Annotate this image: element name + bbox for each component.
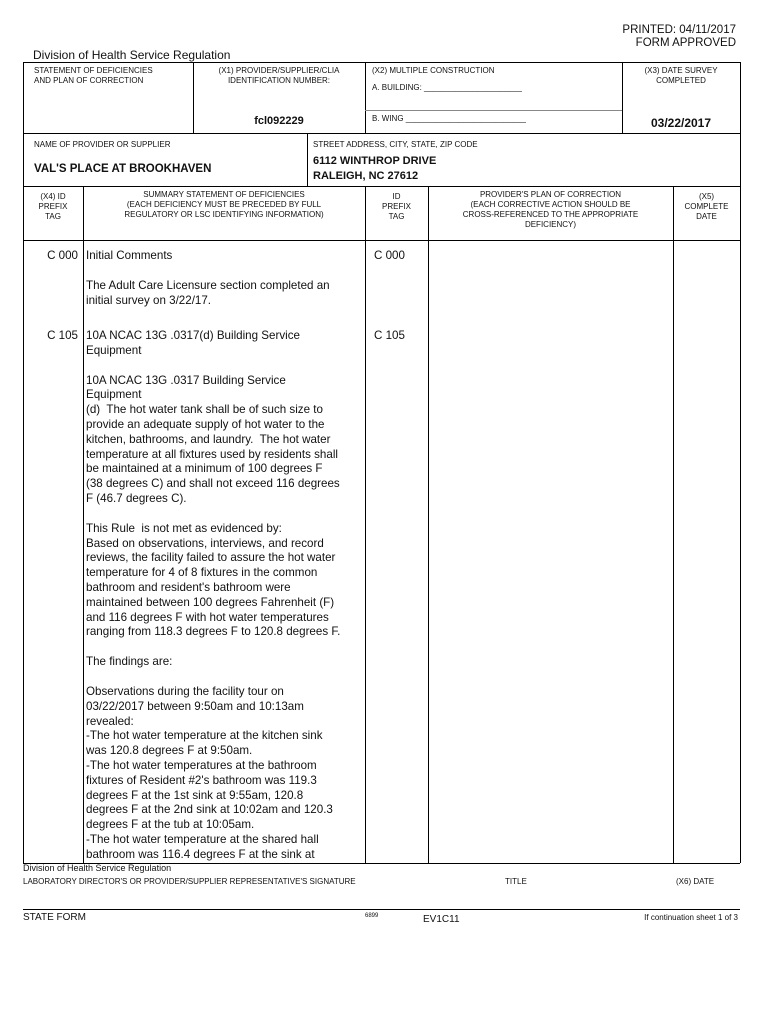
entry-paragraph: The Adult Care Licensure section completed an initial survey on 3/22/17. [86,278,330,307]
provider-name: VAL'S PLACE AT BROOKHAVEN [34,163,212,175]
x2-building: A. BUILDING: ______________________ [372,83,522,92]
provider-label: NAME OF PROVIDER OR SUPPLIER [34,140,171,149]
entry-paragraph: This Rule is not met as evidenced by: Based on observations, interviews, and record reviews, the facility failed to assure the hot water temperature for 4 of 8 fixtures in the common bathroom and resident's bathroom were maintained between 100 degrees Fahrenheit (F) and 116 degrees F with hot water temperatures ranging from 118.3 degrees F to 120.8 degrees F. [86,521,341,639]
x1-label: (X1) PROVIDER/SUPPLIER/CLIA IDENTIFICATION NUMBER: [218,66,340,85]
divider [83,186,84,863]
x3-value: 03/22/2017 [650,116,712,130]
entry-tag: C 105 [47,329,78,342]
division-header: Division of Health Service Regulation [33,48,231,62]
divider [23,240,740,241]
address-line1: 6112 WINTHROP DRIVE [313,155,437,167]
x1-value: fcl092229 [254,115,304,127]
footer-division: Division of Health Service Regulation [23,863,172,873]
address-line2: RALEIGH, NC 27612 [313,170,419,182]
x2-label: (X2) MULTIPLE CONSTRUCTION [372,66,495,75]
entry-tag: C 000 [47,249,78,262]
x5-header: (X5) COMPLETE DATE [684,192,729,221]
divider [365,62,366,133]
entry-id-tag: C 105 [374,329,405,342]
x6-date-label: (X6) DATE [676,877,715,886]
right-border [740,62,741,863]
entry-id-tag: C 000 [374,249,405,262]
state-form-label: STATE FORM [23,912,86,923]
id-header: ID PREFIX TAG [382,192,411,221]
x2-wing: B. WING ___________________________ [372,114,526,123]
divider [673,186,674,863]
divider [428,186,429,863]
left-border [23,62,24,863]
entry-paragraph: Initial Comments [86,249,173,262]
signature-label: LABORATORY DIRECTOR'S OR PROVIDER/SUPPLIER REPRESENTATIVE'S SIGNATURE [23,877,356,886]
divider [307,133,308,186]
entry-paragraph: 10A NCAC 13G .0317(d) Building Service Equipment [86,329,300,357]
summary-header: SUMMARY STATEMENT OF DEFICIENCIES (EACH DEFICIENCY MUST BE PRECEDED BY FULL REGULATORY OR LSC IDENTIFYING INFORMATION) [124,190,324,219]
form-approved: FORM APPROVED [635,37,736,49]
entry-paragraph: 10A NCAC 13G .0317 Building Service Equipment (d) The hot water tank shall be of such size to provide an adequate supply of hot water to the kitchen, bathrooms, and laundry. The hot water temperature at all fixtures used by residents shall be maintained at a minimum of 100 degrees F (38 degrees C) and shall not exceed 116 degrees F (46.7 degrees C). [86,373,340,505]
divider [365,110,622,111]
document-id: EV1C11 [423,914,460,925]
printed-date: PRINTED: 04/11/2017 [622,24,736,36]
plan-header: PROVIDER'S PLAN OF CORRECTION (EACH CORRECTIVE ACTION SHOULD BE CROSS-REFERENCED TO THE APPROPRIATE DEFICIENCY) [462,190,639,229]
entry-paragraph: Observations during the facility tour on 03/22/2017 between 9:50am and 10:13am revealed: -The hot water temperature at the kitchen sink was 120.8 degrees F at 9:50am. -The hot water temperatures at the bathroom fixtures of Resident #2's bathroom was 119.3 degrees F at the 1st sink at 9:55am, 120.8 degrees F at the 2nd sink at 10:02am and 120.3 degrees F at the tub at 10:05am. -The hot water temperature at the shared hall bathroom was 116.4 degrees F at the sink at [86,684,333,861]
divider [23,186,740,187]
entry-paragraph: The findings are: [86,655,173,669]
title-label: TITLE [505,877,527,886]
top-border [23,62,740,63]
form-code: 6899 [365,913,379,919]
entry-text [86,249,366,323]
entry-text [86,329,366,878]
divider [23,133,740,134]
divider [23,909,740,910]
continuation-note: If continuation sheet 1 of 3 [644,913,738,922]
x3-label: (X3) DATE SURVEY COMPLETED [644,66,718,85]
x4-header: (X4) ID PREFIX TAG [38,192,68,221]
statement-label: STATEMENT OF DEFICIENCIES AND PLAN OF CORRECTION [34,66,153,85]
address-label: STREET ADDRESS, CITY, STATE, ZIP CODE [313,140,478,149]
